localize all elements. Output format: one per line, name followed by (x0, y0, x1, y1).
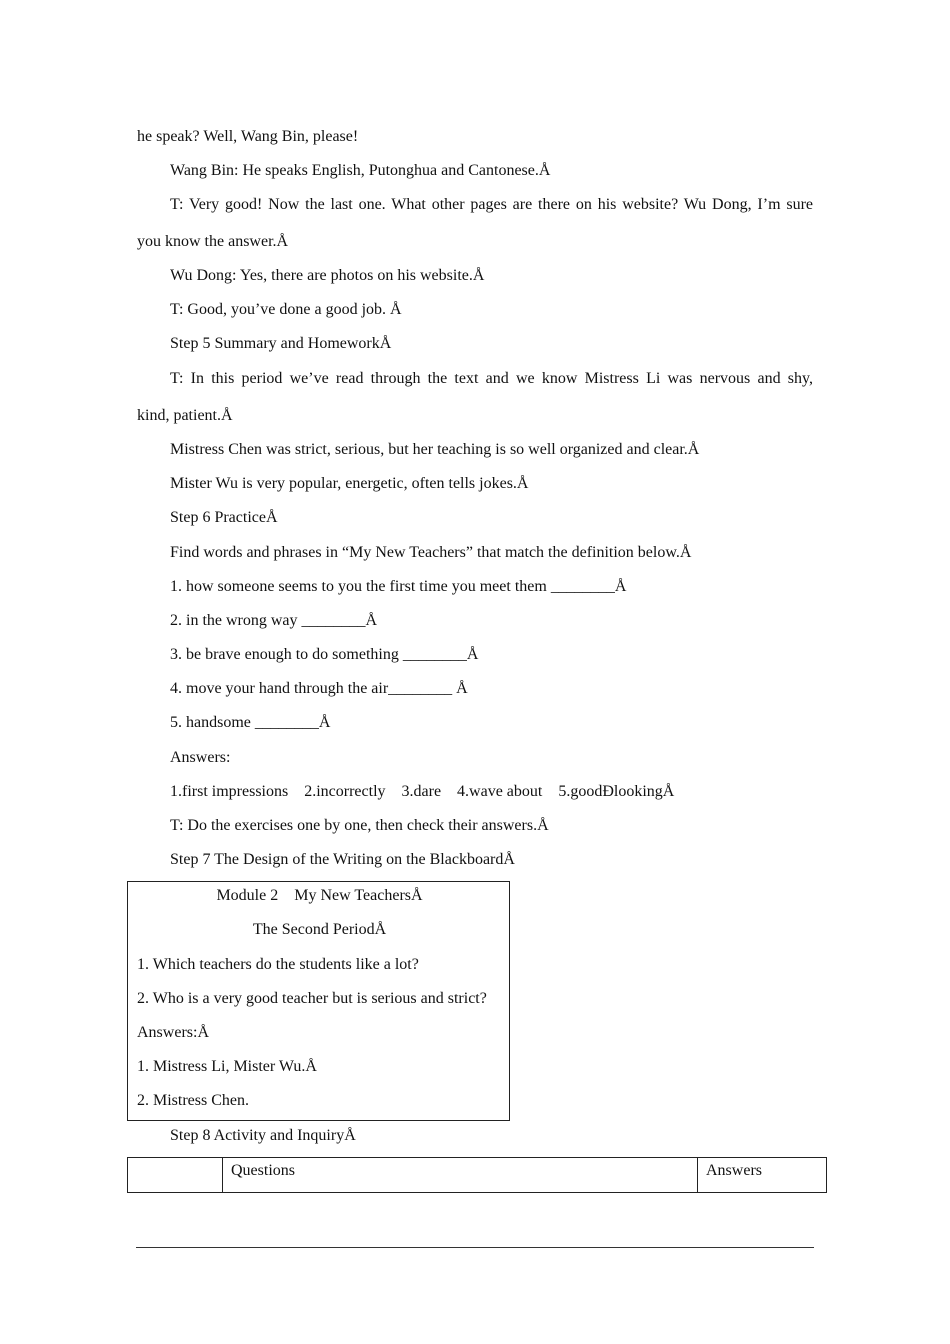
step-heading: Step 6 PracticeÅ (170, 509, 278, 526)
text-line: Mister Wu is very popular, energetic, often tells jokes.Å (170, 475, 529, 492)
table-row (128, 1158, 827, 1193)
exercise-item: 2. in the wrong way ________Å (170, 612, 378, 629)
answers-line: 1.first impressions 2.incorrectly 3.dare 4.wave about 5.goodÐlookingÅ (170, 783, 675, 800)
footer-divider (136, 1247, 814, 1248)
text-line: kind, patient.Å (137, 407, 233, 424)
text-line: Mistress Chen was strict, serious, but her teaching is so well organized and clear.Å (170, 441, 700, 458)
step-heading: Step 5 Summary and HomeworkÅ (170, 335, 392, 352)
step-heading: Step 7 The Design of the Writing on the BlackboardÅ (170, 851, 515, 868)
blackboard-question: 2. Who is a very good teacher but is serious and strict? (137, 990, 487, 1007)
text-line: you know the answer.Å (137, 233, 289, 250)
text-line: T: In this period we’ve read through the text and we know Mistress Li was nervous and shy, (170, 370, 813, 387)
text-line: T: Good, you’ve done a good job. Å (170, 301, 402, 318)
table-header-questions: Questions (223, 1158, 698, 1193)
exercise-item: 1. how someone seems to you the first time you meet them ________Å (170, 578, 627, 595)
answers-label: Answers: (170, 749, 231, 766)
table-header-answers: Answers (698, 1158, 827, 1193)
text-line: Wang Bin: He speaks English, Putonghua and Cantonese.Å (170, 162, 551, 179)
text-line: Find words and phrases in “My New Teachers” that match the definition below.Å (170, 544, 692, 561)
step-heading: Step 8 Activity and InquiryÅ (170, 1127, 356, 1144)
blackboard-answers-label: Answers:Å (137, 1024, 209, 1041)
blackboard-subtitle: The Second PeriodÅ (252, 921, 387, 938)
text-line: T: Do the exercises one by one, then check their answers.Å (170, 817, 549, 834)
blackboard-title: Module 2 My New TeachersÅ (216, 887, 423, 904)
exercise-item: 4. move your hand through the air________ Å (170, 680, 468, 697)
blackboard-design-box (127, 881, 510, 1121)
blackboard-question: 1. Which teachers do the students like a lot? (137, 956, 419, 973)
activity-table (127, 1157, 827, 1193)
exercise-item: 5. handsome ________Å (170, 714, 331, 731)
text-line: T: Very good! Now the last one. What other pages are there on his website? Wu Dong, I’m sure (170, 196, 813, 213)
blackboard-answer: 2. Mistress Chen. (137, 1092, 249, 1109)
table-cell (128, 1158, 223, 1193)
text-line: he speak? Well, Wang Bin, please! (137, 128, 359, 145)
exercise-item: 3. be brave enough to do something ________Å (170, 646, 479, 663)
text-line: Wu Dong: Yes, there are photos on his website.Å (170, 267, 485, 284)
blackboard-answer: 1. Mistress Li, Mister Wu.Å (137, 1058, 317, 1075)
